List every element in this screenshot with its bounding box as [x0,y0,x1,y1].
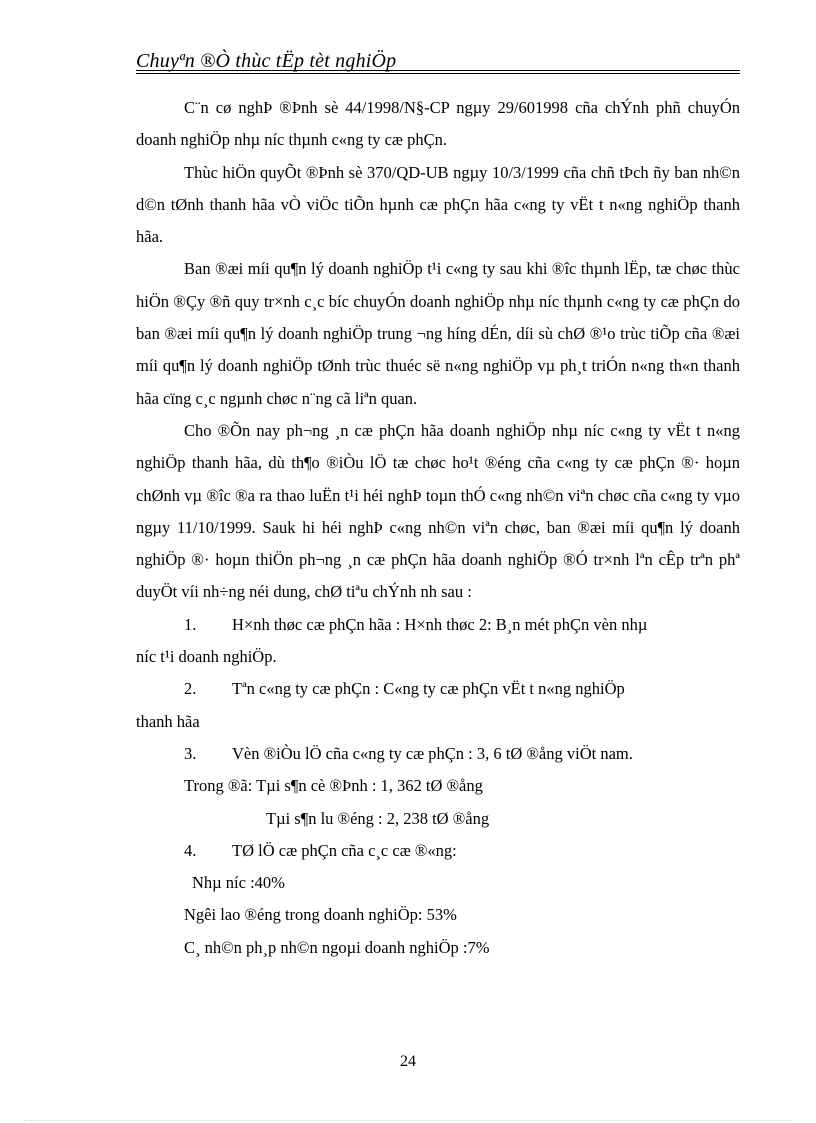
list-item-number: 4. [184,840,197,860]
list-item-continuation: thanh hãa [136,711,200,731]
paragraph-board: Ban ®æi míi qu¶n lý doanh nghiÖp t¹i c«ng ty sau khi ®îc thµnh lËp, tæ chøc thùc hiÖn ®Çy ®ñ quy tr×nh c¸c bíc chuyÓn doanh nghiÖp nhµ níc thµnh c«ng ty cæ phÇn do ban ®æi míi qu¶n lý doanh nghiÖp trung ¬ng híng dÉn, díi sù chØ ®¹o trùc tiÕp cña ®æi míi qu¶n lý doanh nghiÖp tØnh trùc thuéc së n«ng nghiÖp vµ ph¸t triÓn n«ng th«n thanh hãa cïng c¸c ngµnh chøc n¨ng cã liªn quan. [136,259,740,408]
list-item-3 [136,738,740,770]
header-rule-bottom [136,73,740,74]
list-item-text: Tªn c«ng ty cæ phÇn : C«ng ty cæ phÇn vËt t n«ng nghiÖp [232,679,625,699]
share-employees: Ngêi lao ®éng trong doanh nghiÖp: 53% [184,905,457,925]
document-body [136,92,740,964]
list-item-text: H×nh thøc cæ phÇn hãa : H×nh thøc 2: B¸n mét phÇn vèn nhµ [232,614,648,634]
share-external: C¸ nh©n ph¸p nh©n ngoµi doanh nghiÖp :7% [184,937,490,957]
list-item-continuation: níc t¹i doanh nghiÖp. [136,647,277,667]
list-item-1 [136,609,740,641]
paragraph-decision: Thùc hiÖn quyÕt ®Þnh sè 370/QD-UB ngµy 10/3/1999 cña chñ tÞch ñy ban nh©n d©n tØnh thanh hãa vÒ viÖc tiÕn hµnh cæ phÇn hãa c«ng ty vËt t n«ng nghiÖp thanh hãa. [136,162,740,247]
page-header [136,48,740,74]
header-title: Chuyªn ®Ò thùc tËp tèt nghiÖp [136,50,397,72]
paragraph-plan: Cho ®Õn nay ph¬ng ¸n cæ phÇn hãa doanh nghiÖp nhµ níc c«ng ty vËt t n«ng nghiÖp thanh hãa, dù th¶o ®iÒu lÖ tæ chøc ho¹t ®éng cña c«ng ty cæ phÇn ®· hoµn chØnh vµ ®îc ®a ra thao luËn t¹i héi nghÞ toµn thÓ c«ng nh©n viªn chøc cña c«ng ty vµo ngµy 11/10/1999. Sauk hi héi nghÞ c«ng nh©n viªn chøc, ban ®æi míi qu¶n lý doanh nghiÖp ®· hoµn thiÖn ph¬ng ¸n cæ phÇn hãa doanh nghiÖp ®Ó tr×nh lªn cÊp trªn phª duyÖt víi nh÷ng néi dung, chØ tiªu chÝnh nh sau : [136,420,740,602]
page-number: 24 [400,1053,416,1070]
paragraph-decree: C¨n cø nghÞ ®Þnh sè 44/1998/N§-CP ngµy 29/601998 cña chÝnh phñ chuyÓn doanh nghiÖp nhµ níc thµnh c«ng ty cæ phÇn. [136,98,740,150]
capital-fixed-assets: Trong ®ã: Tµi s¶n cè ®Þnh : 1, 362 tØ ®ång [184,776,483,796]
list-item-number: 2. [184,679,197,699]
list-item-4 [136,835,740,867]
list-item-number: 1. [184,614,197,634]
list-item-2 [136,673,740,705]
share-state: Nhµ níc :40% [192,873,285,893]
header-rule-top [136,70,740,71]
list-item-number: 3. [184,743,197,763]
capital-current-assets: Tµi s¶n lu ®éng : 2, 238 tØ ®ång [266,808,490,828]
page-bottom-divider [24,1120,792,1121]
list-item-text: Vèn ®iÒu lÖ cña c«ng ty cæ phÇn : 3, 6 tØ ®ång viÖt nam. [232,743,633,763]
list-item-text: TØ lÖ cæ phÇn cña c¸c cæ ®«ng: [232,840,457,860]
